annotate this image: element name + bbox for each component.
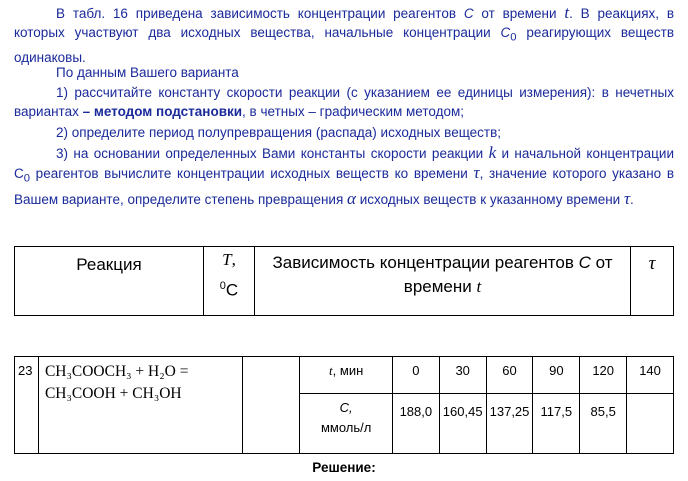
task-item-2 (14, 123, 674, 142)
time-value (533, 357, 580, 394)
time-value (627, 357, 674, 394)
table-row-time (15, 357, 674, 394)
task-item-3 (14, 143, 674, 209)
concentration-value (533, 394, 580, 454)
text-fragment: , в четных – графическим методом; (242, 104, 465, 119)
concentration-value-text: 85,5 (590, 404, 616, 419)
degree-sup: 0 (219, 280, 226, 292)
time-value-text: 120 (592, 363, 615, 378)
text-fragment: . (630, 191, 634, 207)
time-value-text: 60 (502, 363, 517, 378)
task-paragraph-variant (14, 63, 674, 82)
time-value (486, 357, 533, 394)
text-fragment: , (231, 250, 236, 269)
header-dependence (255, 247, 631, 316)
concentration-value (580, 394, 627, 454)
text-fragment: В табл. 16 приведена зависимость концентрации реагентов (56, 6, 464, 21)
symbol-tau: τ (623, 188, 631, 208)
text-fragment: 1) рассчитайте константу скорости реакции (с указанием ее единицы измерения): в нечетных вариантах (14, 85, 674, 119)
subscript-zero: 0 (23, 172, 31, 185)
symbol-t: t (564, 3, 570, 22)
time-value-text: 140 (639, 363, 661, 378)
text-fragment: , значение которого указано в Вашем варианте, определите степень превращения (14, 166, 674, 207)
text-fragment: 3) на основании определенных Вами константы скорости реакции (56, 146, 489, 161)
symbol-tau: τ (473, 163, 480, 182)
symbol-alpha: α (347, 188, 356, 208)
text-fragment: реагирующих веществ одинаковы. (14, 25, 675, 65)
reaction-equation (38, 357, 242, 454)
variant-number (15, 357, 39, 454)
header-reaction-label: Реакция (76, 255, 142, 274)
temperature-cell (242, 357, 300, 454)
equation-line-2: CH₃COOH + CH₃OH (44, 385, 182, 402)
time-value (439, 357, 486, 394)
symbol-tau: τ (648, 253, 656, 274)
symbol-C0: С (500, 25, 511, 40)
symbol-C: С (578, 253, 591, 272)
time-value (580, 357, 627, 394)
symbol-t: t (476, 277, 482, 296)
equation-line-1: CH₃COOCH₃ + H₂O = (44, 363, 189, 380)
text-fragment: от времени (473, 6, 565, 21)
variant-number-text: 23 (18, 363, 33, 378)
text-fragment: реагентов вычислите концентрации исходных веществ ко времени (30, 166, 474, 181)
concentration-value (392, 394, 439, 454)
task-item-1 (14, 83, 674, 121)
text-fragment: . В реакциях, в которых участвуют два исходных вещества, начальные концентрации (14, 6, 674, 40)
text-fragment: от времени (403, 253, 613, 296)
header-tau (631, 247, 674, 316)
symbol-t: t (329, 363, 333, 378)
symbol-T: T (222, 250, 232, 269)
table-header (14, 246, 674, 316)
text-fragment: и начальной концентрации С (14, 146, 674, 181)
concentration-value (486, 394, 533, 454)
header-reaction (15, 247, 204, 316)
concentration-value-text: 137,25 (489, 404, 530, 419)
concentration-value-text: 188,0 (399, 404, 433, 419)
symbol-k: k (488, 143, 497, 162)
subscript-zero: 0 (510, 31, 517, 44)
time-label (300, 357, 393, 394)
text-fragment: Зависимость концентрации реагентов (272, 253, 579, 272)
method-emphasis: – методом подстановки (82, 104, 243, 119)
symbol-C: С (463, 6, 474, 21)
solution-heading: Решение: (312, 460, 376, 475)
text-fragment: исходных веществ к указанному времени (355, 191, 624, 207)
text-fragment: По данным Вашего варианта (56, 65, 239, 80)
concentration-value (627, 394, 674, 454)
task-paragraph-intro (14, 3, 674, 67)
time-value-text: 30 (455, 363, 470, 378)
time-value-text: 90 (549, 363, 564, 378)
celsius-unit: С (225, 280, 239, 300)
time-value-text: 0 (412, 363, 420, 378)
concentration-value (439, 394, 486, 454)
time-value (392, 357, 439, 394)
table-variant-data (14, 356, 674, 454)
concentration-unit: ммоль/л (320, 420, 372, 435)
header-temperature (204, 247, 255, 316)
symbol-C: С, (339, 400, 353, 415)
text-fragment: 2) определите период полупревращения (распада) исходных веществ; (56, 125, 502, 140)
time-unit: , мин (332, 363, 364, 378)
concentration-label (300, 394, 393, 454)
concentration-value-text: 117,5 (540, 404, 573, 419)
concentration-value-text: 160,45 (442, 404, 483, 419)
